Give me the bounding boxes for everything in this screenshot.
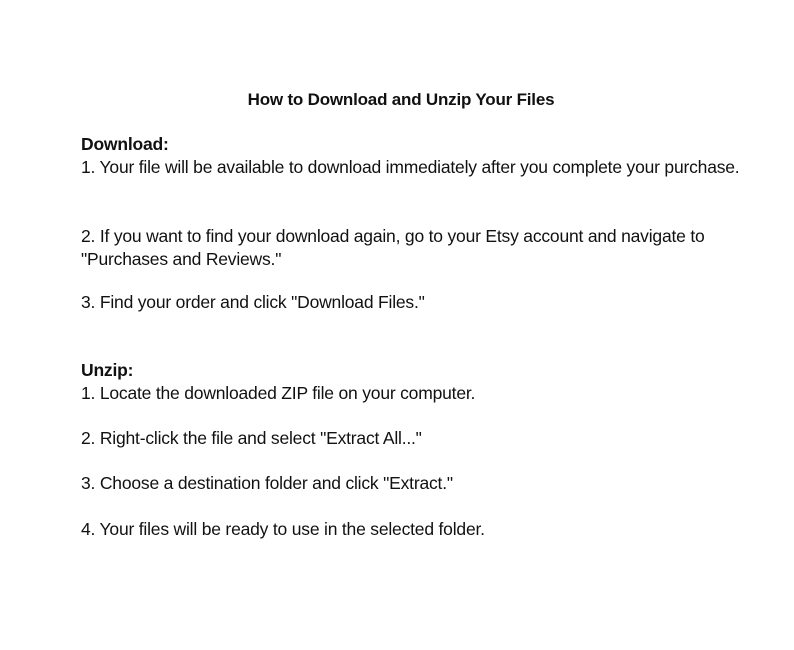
unzip-step-4: 4. Your files will be ready to use in the selected folder.: [81, 519, 485, 539]
unzip-heading: Unzip:: [81, 360, 134, 380]
page-title: How to Download and Unzip Your Files: [247, 90, 555, 109]
download-heading: Download:: [81, 134, 169, 154]
download-section: [81, 133, 741, 178]
unzip-step-2: 2. Right-click the file and select "Extract All...": [81, 428, 422, 448]
unzip-step-3: 3. Choose a destination folder and click "Extract.": [81, 473, 453, 493]
download-step-3: 3. Find your order and click "Download Files.": [81, 292, 425, 312]
download-step-1: 1. Your file will be available to download immediately after you complete your purchase.: [81, 156, 740, 177]
unzip-step-1: 1. Locate the downloaded ZIP file on your computer.: [81, 382, 476, 403]
unzip-section: [81, 359, 741, 404]
download-step-2: 2. If you want to find your download again, go to your Etsy account and navigate to "Purchases and Reviews.": [81, 226, 705, 269]
